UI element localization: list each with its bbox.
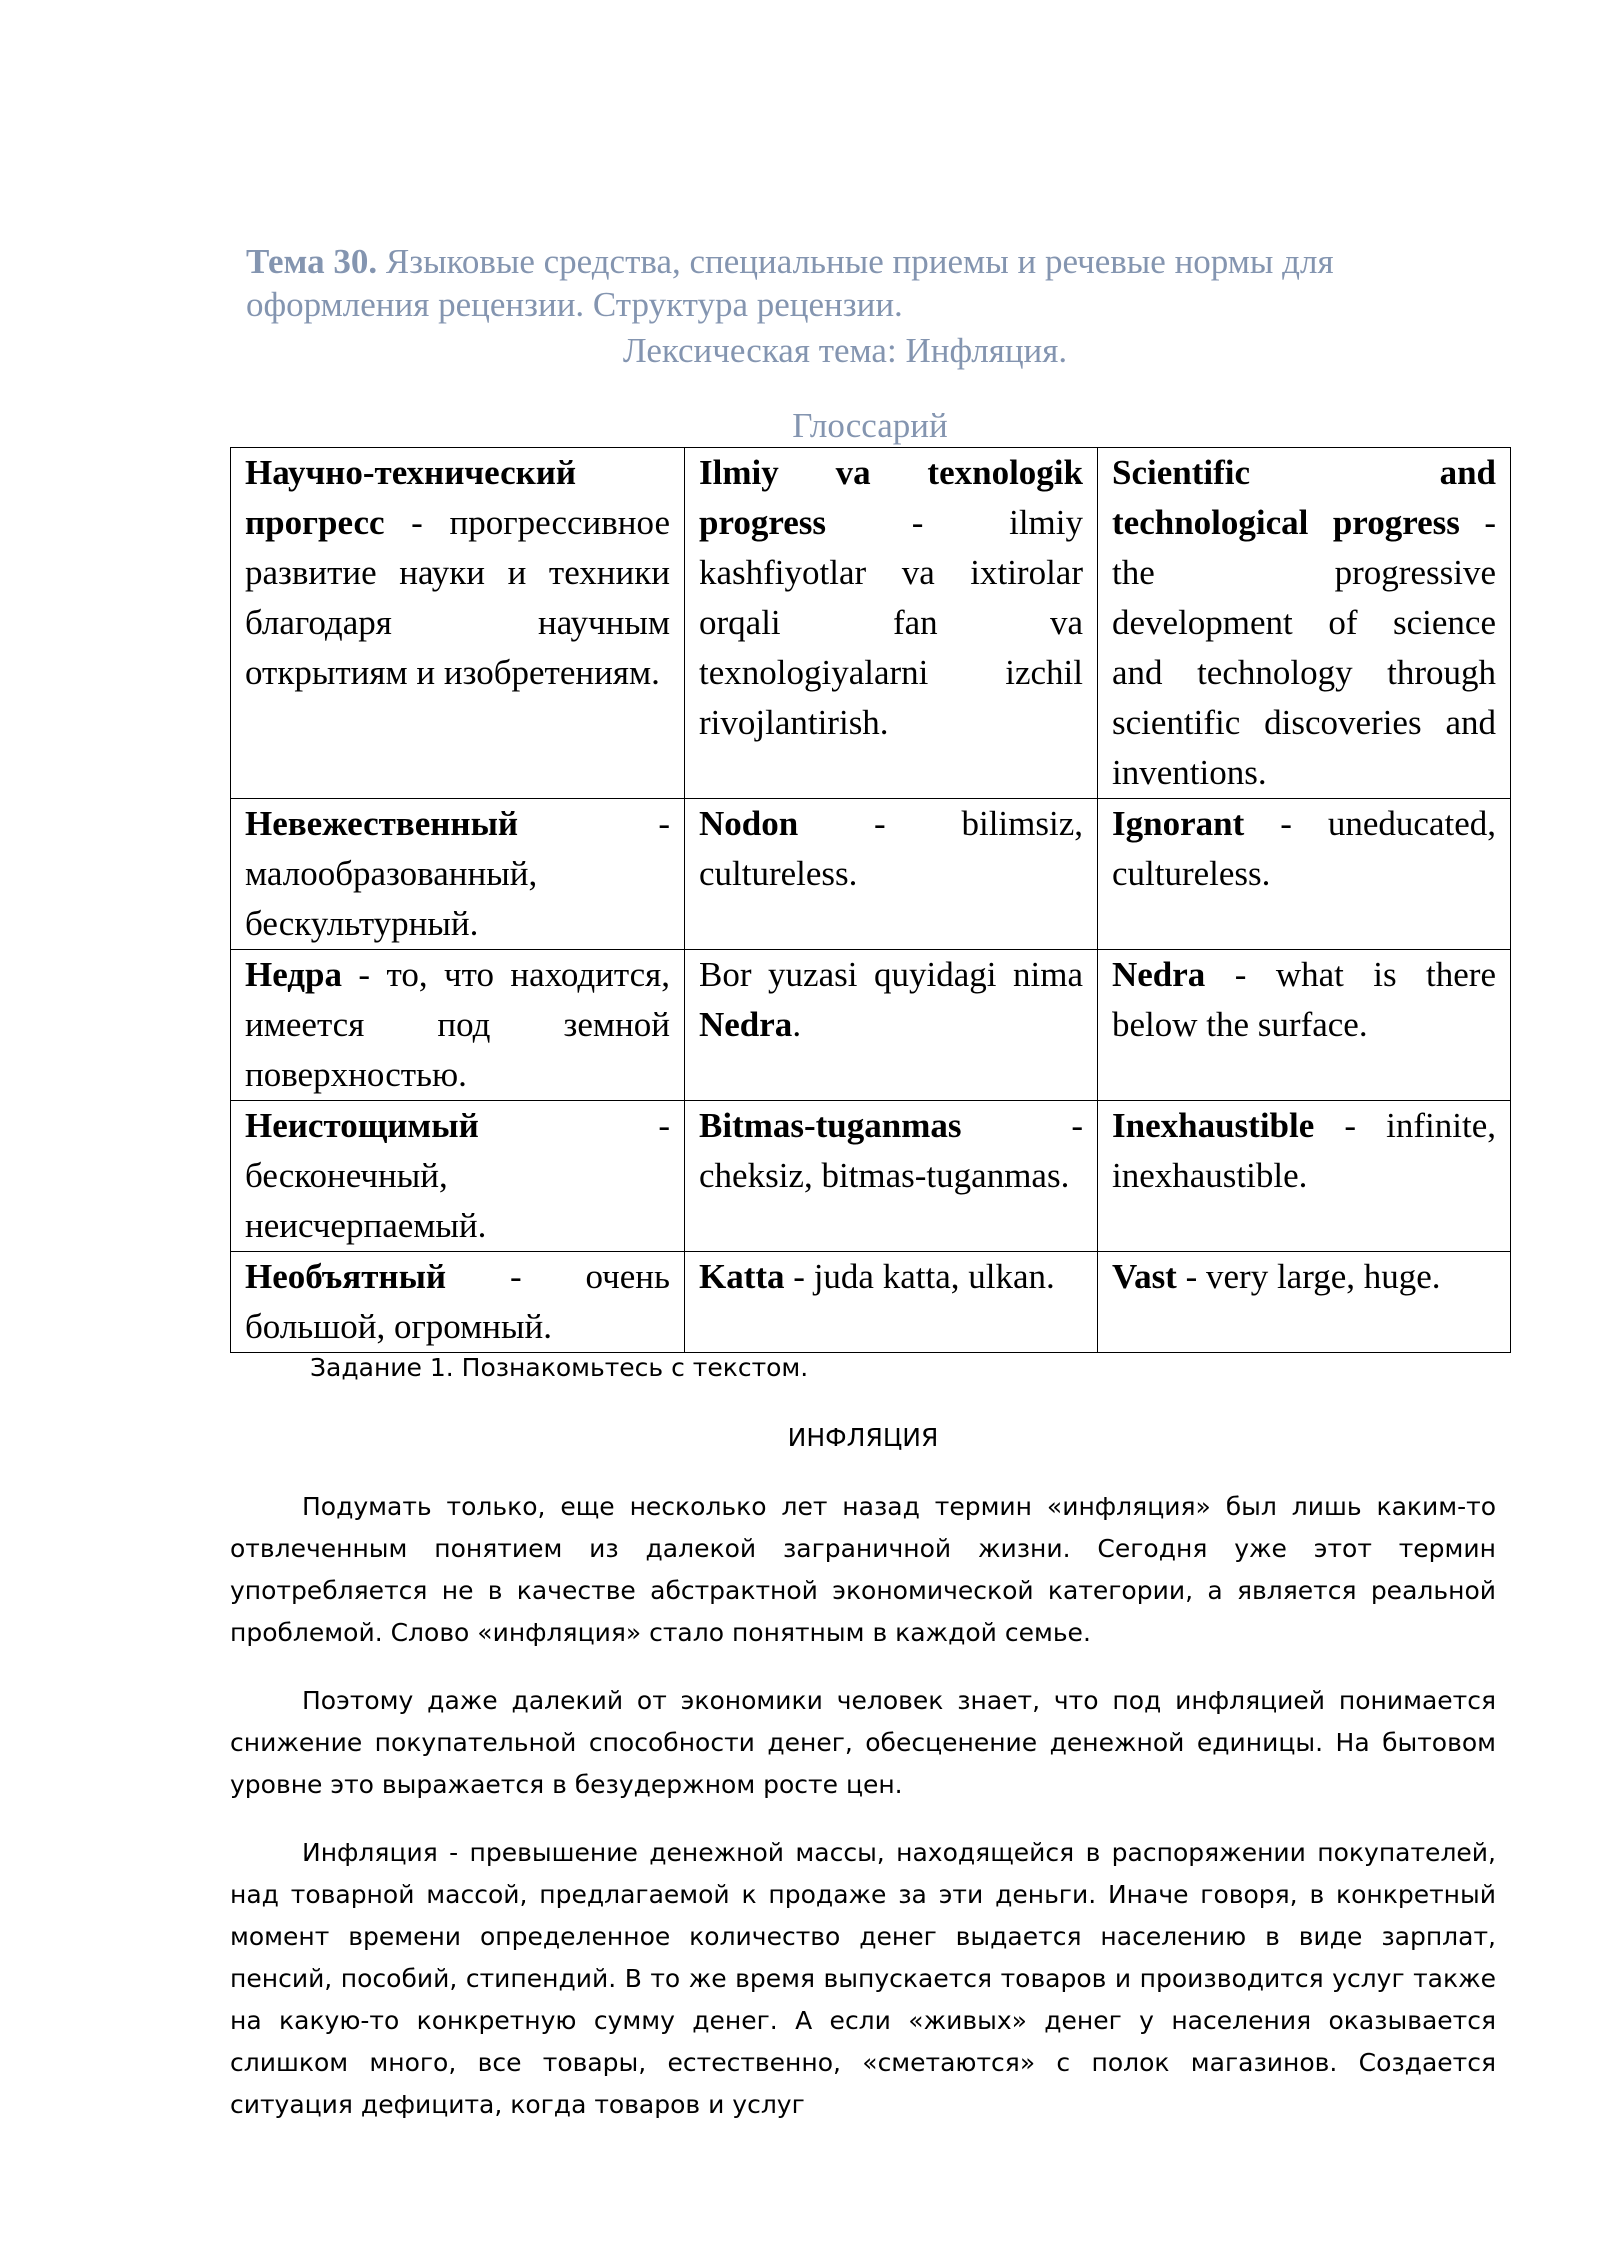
definition-uz-prefix: Bor yuzasi quyidagi nima <box>699 955 1083 994</box>
definition-uz: - bilimsiz, cultureless. <box>699 804 1083 893</box>
glossary-cell-en <box>1098 1101 1511 1252</box>
paragraph <box>230 1680 1496 1806</box>
definition-uz: . <box>792 1005 802 1044</box>
glossary-cell-ru <box>231 1252 685 1353</box>
definition-en: - infinite, inexhaustible. <box>1112 1106 1496 1195</box>
glossary-cell-en <box>1098 448 1511 799</box>
glossary-cell-uz <box>685 1101 1098 1252</box>
term-en: Scientific and technological progress <box>1112 453 1496 542</box>
term-ru: Необъятный <box>245 1257 447 1296</box>
term-uz: Nedra <box>699 1005 793 1044</box>
glossary-cell-uz <box>685 448 1098 799</box>
term-uz: Katta <box>699 1257 785 1296</box>
definition-en: - what is there below the surface. <box>1112 955 1496 1044</box>
glossary-row <box>231 448 1511 799</box>
paragraph-text: Поэтому даже далекий от экономики человек знает, что под инфляцией понимается снижение покупательной способности денег, обесценение денежной единицы. На бытовом уровне это выражается в безудержном росте цен. <box>230 1686 1496 1799</box>
definition-en: - uneducated, cultureless. <box>1112 804 1496 893</box>
term-ru: Невежественный <box>245 804 519 843</box>
topic-text: Языковые средства, специальные приемы и речевые нормы для оформления рецензии. Структура рецензии. <box>246 242 1334 324</box>
definition-en: - very large, huge. <box>1176 1257 1441 1296</box>
topic-heading <box>246 240 1496 326</box>
definition-ru: - прогрессивное развитие науки и техники благодаря научным открытиям и изобретениям. <box>245 503 670 692</box>
lexical-topic: Лексическая тема: Инфляция. <box>622 331 1068 370</box>
glossary-cell-ru <box>231 1101 685 1252</box>
definition-uz: - juda katta, ulkan. <box>784 1257 1055 1296</box>
term-ru: Недра <box>245 955 342 994</box>
glossary-row <box>231 950 1511 1101</box>
term-en: Vast <box>1112 1257 1177 1296</box>
glossary-cell-uz <box>685 1252 1098 1353</box>
term-uz: Ilmiy va texnologik progress <box>699 453 1083 542</box>
term-uz: Bitmas-tuganmas <box>699 1106 962 1145</box>
definition-uz: - ilmiy kashfiyotlar va ixtirolar orqali fan va texnologiyalarni izchil rivojlantirish. <box>699 503 1083 742</box>
term-en: Nedra <box>1112 955 1206 994</box>
term-ru: Научно-технический прогресс <box>245 453 577 542</box>
paragraph-text: Подумать только, еще несколько лет назад термин «инфляция» был лишь каким-то отвлеченным понятием из далекой заграничной жизни. Сегодня уже этот термин употребляется не в качестве абстрактной экономической категории, а является реальной проблемой. Слово «инфляция» стало понятным в каждой семье. <box>230 1492 1496 1647</box>
glossary-row <box>231 1101 1511 1252</box>
glossary-cell-ru <box>231 799 685 950</box>
term-en: Ignorant <box>1112 804 1245 843</box>
glossary-cell-ru <box>231 448 685 799</box>
paragraph <box>230 1486 1496 1654</box>
glossary-cell-en <box>1098 950 1511 1101</box>
glossary-cell-en <box>1098 799 1511 950</box>
definition-ru: - очень большой, огромный. <box>245 1257 670 1346</box>
term-uz: Nodon <box>699 804 799 843</box>
term-en: Inexhaustible <box>1112 1106 1315 1145</box>
glossary-cell-ru <box>231 950 685 1101</box>
definition-uz: - cheksiz, bitmas-tuganmas. <box>699 1106 1083 1195</box>
glossary-table <box>230 447 1511 1353</box>
task-instruction: Задание 1. Познакомьтесь с текстом. <box>310 1353 809 1382</box>
definition-ru: - малообразованный, бескультурный. <box>245 804 670 943</box>
glossary-row <box>231 799 1511 950</box>
definition-ru: - бесконечный, неисчерпаемый. <box>245 1106 670 1245</box>
glossary-cell-uz <box>685 799 1098 950</box>
paragraph-text: Инфляция - превышение денежной массы, находящейся в распоряжении покупателей, над товарной массой, предлагаемой к продаже за эти деньги. Иначе говоря, в конкретный момент времени определенное количество денег выдается населению в виде зарплат, пенсий, пособий, стипендий. В то же время выпускается товаров и производится услуг также на какую-то конкретную сумму денег. А если «живых» денег у населения оказывается слишком много, все товары, естественно, «сметаются» с полок магазинов. Создается ситуация дефицита, когда товаров и услуг <box>230 1838 1496 2119</box>
topic-label: Тема 30. <box>246 242 378 281</box>
definition-ru: - то, что находится, имеется под земной поверхностью. <box>245 955 670 1094</box>
definition-en: - the progressive development of science and technology through scientific discoveries and inventions. <box>1112 503 1496 792</box>
glossary-row <box>231 1252 1511 1353</box>
paragraph <box>230 1832 1496 2126</box>
glossary-cell-uz <box>685 950 1098 1101</box>
glossary-title: Глоссарий <box>792 406 948 445</box>
glossary-cell-en <box>1098 1252 1511 1353</box>
text-title: ИНФЛЯЦИЯ <box>787 1423 939 1452</box>
term-ru: Неистощимый <box>245 1106 479 1145</box>
